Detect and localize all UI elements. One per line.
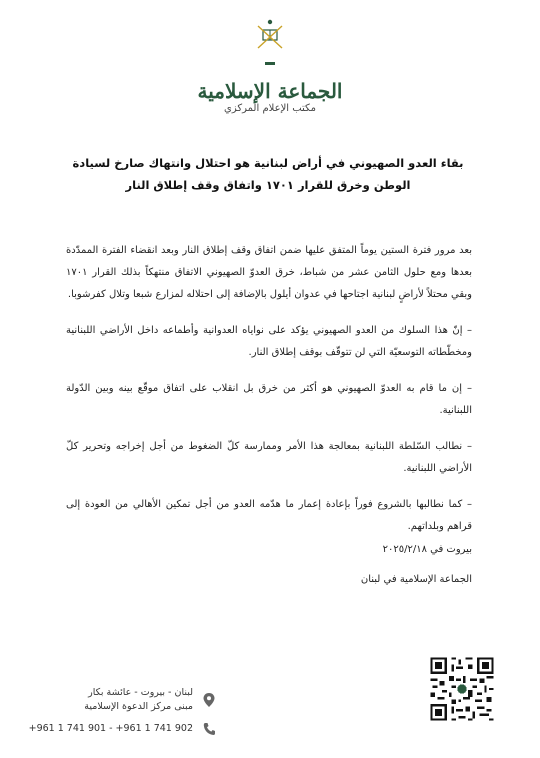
statement-signature: الجماعة الإسلامية في لبنان [360, 574, 472, 585]
address-line-1: لبنان - بيروت - عائشة بكار [88, 687, 193, 698]
statement-body [66, 240, 472, 552]
footer-phone [29, 722, 215, 736]
body-paragraph: بعد مرور فترة الستين يوماً المتفق عليها ضمن اتفاق وقف إطلاق النار وبعد انقضاء الفترة الممدّدة بعدها ومع حلول الثامن عشر من شباط، خرق العدوّ الصهيوني الاتفاق منتهكاً بذلك القرار ١٧٠١ وبقي محتلاً لأراضٍ لبنانية اجتاحها في عدوان أيلول بالإضافة إلى احتلاله لمزارع شبعا وتلال كفرشوبا. [66, 245, 472, 300]
location-pin-icon [203, 693, 215, 707]
body-paragraph: – نطالب السّلطة اللبنانية بمعالجة هذا الأمر وممارسة كلّ الضغوط من أجل إخراجه وتحرير كلّ الأراضي اللبنانية. [66, 441, 472, 474]
body-paragraph: – كما نطالبها بالشروع فوراً بإعادة إعمار ما هدّمه العدو من أجل تمكين الأهالي من العودة إلى قراهم وبلداتهم. [66, 499, 472, 532]
qr-code[interactable] [428, 655, 496, 723]
statement-date: بيروت في ٢٠٢٥/٢/١٨ [382, 544, 472, 555]
phone-icon [203, 722, 215, 736]
phone-numbers: +961 1 741 901 - +961 1 741 902 [28, 723, 193, 734]
crescent-emblem-icon [244, 18, 296, 76]
statement-title: بقاء العدو الصهيوني في أراض لبنانية هو احتلال وانتهاك صارخ لسيادة الوطن وخرق للقرار ١٧٠١ واتفاق وقف إطلاق النار [72, 156, 464, 192]
organization-name: الجماعة الإسلامية [197, 79, 343, 103]
organization-subtitle: مكتب الإعلام المركزي [224, 103, 316, 114]
header-logo [0, 18, 540, 114]
address-line-2: مبنى مركز الدعوة الإسلامية [84, 701, 193, 712]
body-paragraph: – إنّ هذا السلوك من العدو الصهيوني يؤكد على نواياه العدوانية وأطماعه داخل الأراضي اللبنانية ومخطّطاته التوسعيّة التي لن تتوقّف بوقف إطلاق النار. [66, 325, 472, 358]
body-paragraph: – إن ما قام به العدوّ الصهيوني هو أكثر من خرق بل انقلاب على اتفاق موقّع بينه وبين الدّولة اللبنانية. [66, 383, 472, 416]
footer-address [84, 686, 215, 714]
